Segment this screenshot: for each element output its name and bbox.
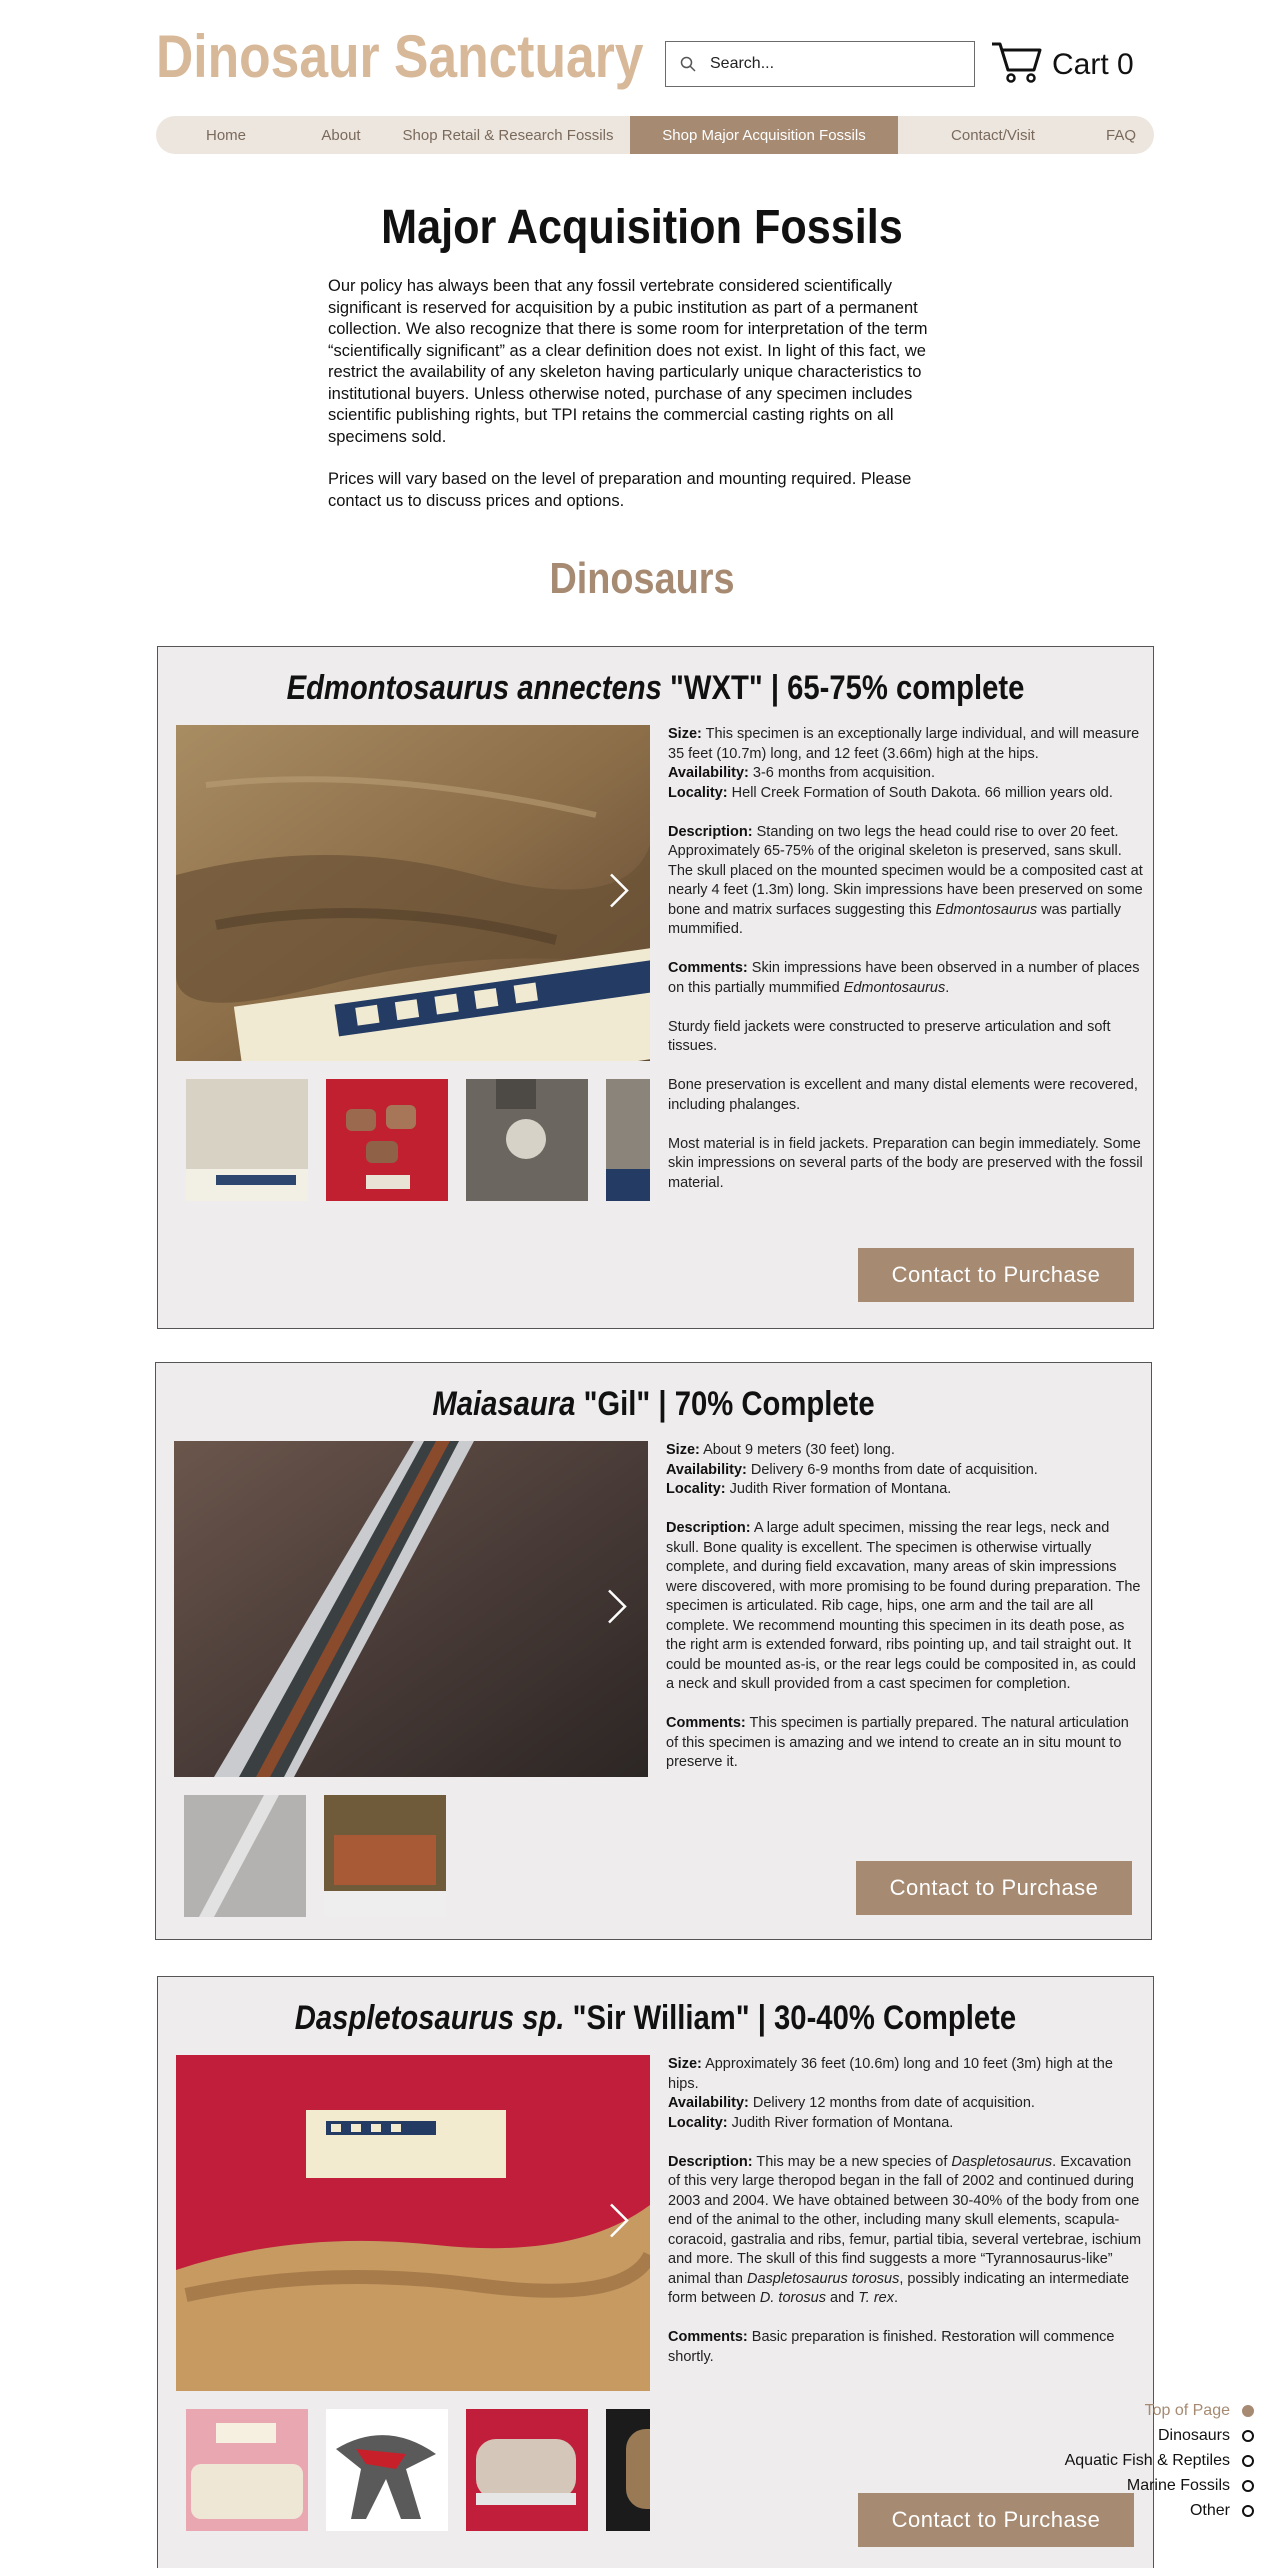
specimen-title: Daspletosaurus sp. "Sir William" | 30-40% Complete <box>294 1999 1017 2037</box>
specimen-main-image[interactable] <box>174 1441 648 1777</box>
thumbnail-strip <box>184 1795 648 1917</box>
section-title-dinosaurs: Dinosaurs <box>549 554 735 603</box>
main-nav <box>156 116 1154 154</box>
nav-shop-major[interactable]: Shop Major Acquisition Fossils <box>630 116 898 154</box>
anchor-dinosaurs[interactable]: Dinosaurs <box>1065 2423 1254 2448</box>
thumbnail[interactable] <box>326 1079 448 1201</box>
cart-label: Cart 0 <box>1052 47 1134 81</box>
next-arrow-icon[interactable] <box>608 872 630 915</box>
thumbnail-strip <box>186 1079 650 1201</box>
nav-shop-retail[interactable]: Shop Retail & Research Fossils <box>402 126 614 144</box>
anchor-dot-icon <box>1242 2505 1254 2517</box>
cart-count: 0 <box>1117 47 1134 81</box>
thumbnail[interactable] <box>606 2409 650 2531</box>
thumbnail[interactable] <box>186 2409 308 2531</box>
nav-about[interactable]: About <box>321 126 361 144</box>
thumbnail[interactable] <box>606 1079 650 1201</box>
anchor-menu <box>1065 2398 1254 2523</box>
intro-paragraph: Our policy has always been that any fossil vertebrate considered scientifically significant is reserved for acquisition by a pubic institution as part of a permanent collection. We also recognize that there is some room for interpretation of the term “scientifically significant” as a clear definition does not exist. In light of this fact, we restrict the availability of any skeleton having particularly unique characteristics to institutional buyers. Unless otherwise noted, purchase of any specimen includes scientific publishing rights, but TPI retains the commercial casting rights on all specimens sold. <box>328 277 928 446</box>
specimen-main-image[interactable] <box>176 2055 650 2391</box>
cart-button[interactable] <box>990 40 1134 89</box>
thumbnail[interactable] <box>184 1795 306 1917</box>
specimen-card <box>157 1976 1154 2568</box>
specimen-description: Size: This specimen is an exceptionally large individual, and will measure 35 feet (10.7m) long, and 12 feet (3.66m) high at the hips. Availability: 3-6 months from acquisition. Locality: Hell Creek Formation of South Dakota. 66 million years old. Description: Standing on two legs the head could rise to over 20 feet. Approximately 65-75% of the original skeleton is preserved, sans skull. The skull placed on the mounted specimen would be a composited cast at nearly 4 feet (1.3m) long. Skin impressions have been preserved on some bone and matrix surfaces suggesting this Edmontosaurus was partially mummified. Comments: Skin impressions have been observed in a number of places on this partially mummified Edmontosaurus. Sturdy field jackets were constructed to preserve articulation and soft tissues. Bone preservation is excellent and many distal elements were recovered, including phalanges. Most material is in field jackets. Preparation can begin immediately. Some skin impressions on several parts of the body are preserved with the fossil material. <box>668 726 1143 1191</box>
nav-home[interactable]: Home <box>205 126 246 144</box>
contact-to-purchase-button[interactable]: Contact to Purchase <box>856 1861 1132 1915</box>
contact-to-purchase-button[interactable]: Contact to Purchase <box>858 1248 1134 1302</box>
site-title[interactable]: Dinosaur Sanctuary <box>156 23 644 90</box>
specimen-card <box>155 1362 1152 1940</box>
search-input[interactable] <box>710 55 960 73</box>
anchor-marine[interactable]: Marine Fossils <box>1065 2473 1254 2498</box>
nav-contact[interactable]: Contact/Visit <box>951 126 1035 144</box>
anchor-aquatic[interactable]: Aquatic Fish & Reptiles <box>1065 2448 1254 2473</box>
specimen-title: Edmontosaurus annectens "WXT" | 65-75% complete <box>286 669 1025 707</box>
intro-paragraph: Prices will vary based on the level of preparation and mounting required. Please contact us to discuss prices and options. <box>328 470 912 510</box>
contact-to-purchase-button[interactable]: Contact to Purchase <box>858 2493 1134 2547</box>
anchor-top-of-page[interactable]: Top of Page <box>1065 2398 1254 2423</box>
specimen-description: Size: About 9 meters (30 feet) long. Availability: Delivery 6-9 months from date of acquisition. Locality: Judith River formation of Montana. Description: A large adult specimen, missing the rear legs, neck and skull. Bone quality is excellent. The specimen is otherwise virtually complete, and during field excavation, many areas of skin impressions were discovered, with more promising to be found during preparation. The specimen is articulated. Rib cage, hips, one arm and the tail are all complete. We recommend mounting this specimen in its death pose, as the right arm is extended forward, ribs pointing up, and tail straight out. It could be mounted as-is, or the rear legs could be composited in, as could a neck and skull provided from a cast specimen for completion. Comments: This specimen is partially prepared. The natural articulation of this specimen is amazing and we intend to create an in situ mount to preserve it. <box>666 1442 1141 1770</box>
specimen-main-image[interactable] <box>176 725 650 1061</box>
thumbnail[interactable] <box>324 1795 446 1917</box>
search-box[interactable] <box>665 41 975 87</box>
page-title: Major Acquisition Fossils <box>381 201 903 254</box>
specimen-card <box>157 646 1154 1329</box>
thumbnail[interactable] <box>186 1079 308 1201</box>
specimen-description: Size: Approximately 36 feet (10.6m) long and 10 feet (3m) high at the hips. Availability: Delivery 12 months from date of acquisition. Locality: Judith River formation of Montana. Description: This may be a new species of Daspletosaurus. Excavation of this very large theropod began in the fall of 2002 and continued during 2003 and 2004. We have obtained between 30-40% of the body from one end of the animal to the other, including many skull elements, scapula-coracoid, gastralia and ribs, femur, partial tibia, several vertebrae, ischium and more. The skull of this find suggests a more “Tyrannosaurus-like” animal than Daspletosaurus torosus, possibly indicating an intermediate form between D. torosus and T. rex. Comments: Basic preparation is finished. Restoration will commence shortly. <box>668 2056 1142 2365</box>
specimen-title: Maiasaura "Gil" | 70% Complete <box>432 1385 875 1423</box>
search-icon <box>666 56 710 72</box>
next-arrow-icon[interactable] <box>608 2202 630 2245</box>
thumbnail[interactable] <box>466 2409 588 2531</box>
anchor-dot-icon <box>1242 2430 1254 2442</box>
anchor-dot-icon <box>1242 2455 1254 2467</box>
anchor-other[interactable]: Other <box>1065 2498 1254 2523</box>
thumbnail[interactable] <box>326 2409 448 2531</box>
intro-text <box>328 276 964 533</box>
thumbnail[interactable] <box>466 1079 588 1201</box>
thumbnail-strip <box>186 2409 650 2531</box>
nav-faq[interactable]: FAQ <box>1105 126 1136 144</box>
cart-icon <box>990 40 1042 89</box>
anchor-dot-icon <box>1242 2405 1254 2417</box>
next-arrow-icon[interactable] <box>606 1588 628 1631</box>
anchor-dot-icon <box>1242 2480 1254 2492</box>
